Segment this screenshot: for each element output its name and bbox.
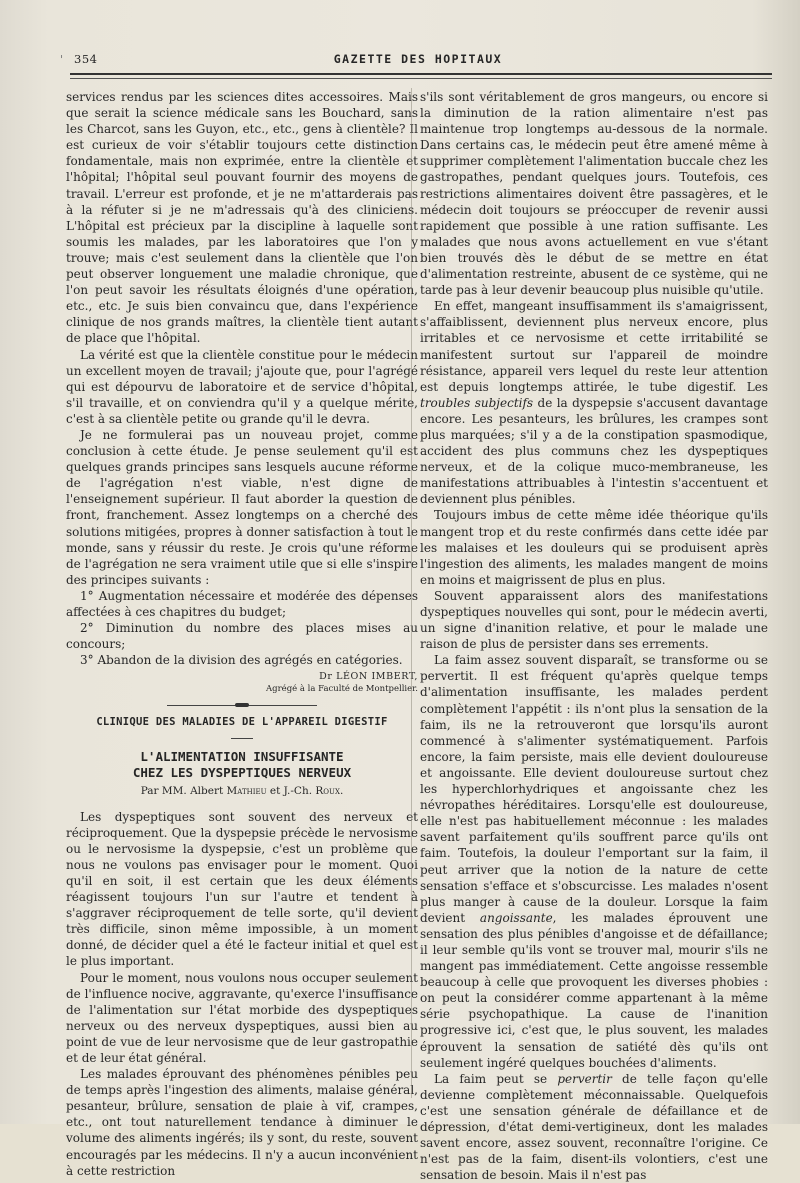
paragraph: Je ne formulerai pas un nouveau projet, comme conclusion à cette étude. Je pense seulement qu'il est quelques grands principes sans lesquels aucune réforme de l'agrégation n'est viable, n'est digne de l'enseignement supérieur. Il faut aborder la question de front, franchement. Assez longtemps on a cherché des solutions mitigées, propres à donner satisfaction à tout le monde, sans y réussir du reste. Je crois qu'une réforme de l'agrégation ne sera vraiment utile que si elle s'inspire des principes suivants : (66, 427, 418, 587)
list-item: 1° Augmentation nécessaire et modérée des dépenses affectées à ces chapitres du budget; (66, 588, 418, 619)
section-heading: CLINIQUE DES MALADIES DE L'APPAREIL DIGESTIF (96, 716, 388, 729)
list-item: 3° Abandon de la division des agrégés en catégories. (80, 653, 403, 668)
paragraph (420, 1071, 768, 1183)
section-separator (167, 705, 317, 706)
list-item: 2° Diminution du nombre des places mises au concours; (66, 621, 418, 652)
italic-term: angoissante (479, 910, 553, 925)
right-column (420, 89, 768, 1183)
italic-term: troubles subjectifs (420, 395, 534, 410)
text-run: de telle façon qu'elle devienne complètement méconnaissable. Quelquefois c'est une sensation générale de défaillance et de dépression, d'état demi-vertigineux, dont les malades savent encore, assez souvent, reconnaître l'origine. Ce n'est pas de la faim, disent-ils volontiers, c'est une sensation de besoin. Mais il n'est pas (420, 1071, 768, 1183)
authors-suffix: . (339, 785, 344, 798)
page-header (66, 52, 770, 72)
text-run: La faim peut se (434, 1071, 558, 1086)
italic-term: pervertir (557, 1071, 612, 1086)
text-run: En effet, mangeant insuffisamment ils s'amaigrissent, s'affaiblissent, deviennent plus nerveux encore, plus irritables et ce nervosisme et cette irritabilité se manifestent surtout sur l'appareil de moindre résistance, appareil vers lequel du reste leur attention est depuis longtemps attirée, le tube digestif. Les (420, 299, 768, 394)
column-divider (411, 88, 412, 1098)
paragraph: services rendus par les sciences dites accessoires. Mais que serait la science médicale sans les Bouchard, sans les Charcot, sans les Guyon, etc., etc., gens à clientèle? Il est curieux de voir s'établir toujours cette distinction fondamentale, mais non exprimée, entre la clientèle et l'hôpital; l'hôpital seul pouvant fournir des moyens de travail. L'erreur est profonde, et je ne m'attarderais pas à la réfuter si je ne m'adressais qu'à des cliniciens. L'hôpital est précieux par la discipline à laquelle sont soumis les malades, par les laboratoires que l'on y trouve; mais c'est seulement dans la clientèle que l'on peut observer longuement une maladie chronique, que l'on peut savoir les résultats éloignés d'une opération, etc., etc. Je suis bien convaincu que, dans l'expérience clinique de nos grands maîtres, la clientèle tient autant de place que l'hôpital. (66, 90, 418, 346)
paragraph: Toujours imbus de cette même idée théorique qu'ils mangent trop et du reste confirmés dans cette idée par les malaises et les douleurs qui se produisent après l'ingestion des aliments, les malades mangent de moins en moins et maigrissent de plus en plus. (420, 508, 768, 587)
article-title-line1: L'ALIMENTATION INSUFFISANTE (140, 749, 344, 765)
left-column (66, 89, 418, 1179)
text-run: La faim assez souvent disparaît, se transforme ou se pervertit. Il est fréquent qu'après quelque temps d'alimentation insuffisante, les malades perdent complètement l'appétit : ils n'ont plus la sensation de la faim, ils ne la retrouveront que lorsqu'ils auront commencé à s'alimenter systématiquement. Parfois encore, la faim persiste, mais elle devient douloureuse et angoissante. Elle devient douloureuse surtout chez les hyperchlorhydriques et angoissante chez les névropathes héréditaires. Lorsqu'elle est douloureuse, elle n'est pas habituellement méconnue : les malades savent parfaitement qu'ils souffrent parce qu'ils ont faim. Toutefois, la douleur l'emportant sur la faim, il peut arriver que la notion de la nature de cette sensation s'efface et s'obscurcisse. Les malades n'osent plus manger à cause de la douleur. Lorsque la faim devient (420, 653, 768, 925)
article-authors (66, 783, 418, 799)
short-rule (231, 738, 253, 739)
text-run: , les malades éprouvent une sensation des plus pénibles d'angoisse et de défaillance; il leur semble qu'ils vont se trouver mal, mourir s'ils ne mangent pas immédiatement. Cette angoisse ressemble beaucoup à celle que provoquent les diverses phobies : on peut la considérer comme appartenant à la même série psychopathique. La cause de l'inanition progressive ici, c'est que, le plus souvent, les malades éprouvent la sensation de satiété dès qu'ils ont seulement ingéré quelques bouchées d'aliments. (420, 910, 768, 1070)
header-rule-thin (70, 78, 772, 79)
author-name: Roux (315, 785, 340, 798)
paragraph: Les dyspeptiques sont souvent des nerveux et réciproquement. Que la dyspepsie précède le nervosisme ou le nervosisme la dyspepsie, c'est un problème que nous ne voulons pas envisager pour le moment. Quoi qu'il en soit, il est certain que les deux éléments réagissent toujours l'un sur l'autre et tendent à s'aggraver réciproquement de telle sorte, qu'il devient très difficile, sinon même impossible, à un moment donné, de décider quel a été le facteur initial et quel est le plus important. (66, 809, 418, 969)
paragraph: Les malades éprouvant des phénomènes pénibles peu de temps après l'ingestion des aliments, malaise général, pesanteur, brûlure, sensation de plaie à vif, crampes, etc., ont tout naturellement tendance à diminuer le volume des aliments ingérés; ils y sont, du reste, souvent encouragés par les médecins. Il n'y a aucun inconvénient à cette restriction (66, 1067, 418, 1178)
author-name: Mathieu (226, 785, 267, 798)
author-affiliation: Agrégé à la Faculté de Montpellier. (266, 684, 418, 695)
paragraph: Pour le moment, nous voulons nous occuper seulement de l'influence nocive, aggravante, qu'exerce l'insuffisance de l'alimentation sur l'état morbide des dyspeptiques nerveux ou des nerveux dyspeptiques, aussi bien au point de vue de leur nervosisme que de leur gastropathie et de leur état général. (66, 970, 419, 1065)
paragraph (420, 652, 768, 1070)
authors-mid: et J.-Ch. (266, 785, 316, 798)
text-run: de la dyspepsie s'accusent davantage encore. Les pesanteurs, les brûlures, les crampes sont plus marquées; s'il y a de la constipation spasmodique, accident des plus communs chez les dyspeptiques nerveux, et de la colique muco-membraneuse, les manifestations attribuables à l'intestin s'accentuent et deviennent plus pénibles. (420, 395, 768, 507)
paragraph: La vérité est que la clientèle constitue pour le médecin un excellent moyen de travail; j'ajoute que, pour l'agrégé qui est dépourvu de laboratoire et de service d'hôpital, s'il travaille, et on conviendra qu'il y a quelque mérite, c'est à sa clientèle petite ou grande qu'il le devra. (66, 347, 418, 426)
paragraph: s'ils sont véritablement de gros mangeurs, ou encore si la diminution de la ration alimentaire n'est pas maintenue trop longtemps au-dessous de la normale. Dans certains cas, le médecin peut être amené même à supprimer complètement l'alimentation buccale chez les gastropathes, pendant quelques jours. Toutefois, ces restrictions alimentaires doivent être passagères, et le médecin doit toujours se préoccuper de revenir aussi rapidement que possible à une ration suffisante. Les malades que nous avons actuellement en vue s'étant bien trouvés dès le début de se mettre en état d'alimentation restreinte, abusent de ce système, qui ne tarde pas à leur devenir beaucoup plus nuisible qu'utile. (420, 90, 768, 298)
paragraph (420, 298, 768, 507)
header-rule (70, 73, 772, 75)
paragraph: Souvent apparaissent alors des manifestations dyspeptiques nouvelles qui sont, pour le médecin averti, un signe d'inanition relative, et pour le malade une raison de plus de persister dans ses errements. (420, 588, 768, 652)
author-signature: Dr LÉON IMBERT, (319, 671, 418, 683)
journal-title: GAZETTE DES HOPITAUX (333, 52, 503, 66)
page-number: ' 354 (74, 52, 97, 66)
authors-prefix: Par MM. Albert (140, 785, 227, 798)
article-title-line2: CHEZ LES DYSPEPTIQUES NERVEUX (132, 765, 352, 781)
